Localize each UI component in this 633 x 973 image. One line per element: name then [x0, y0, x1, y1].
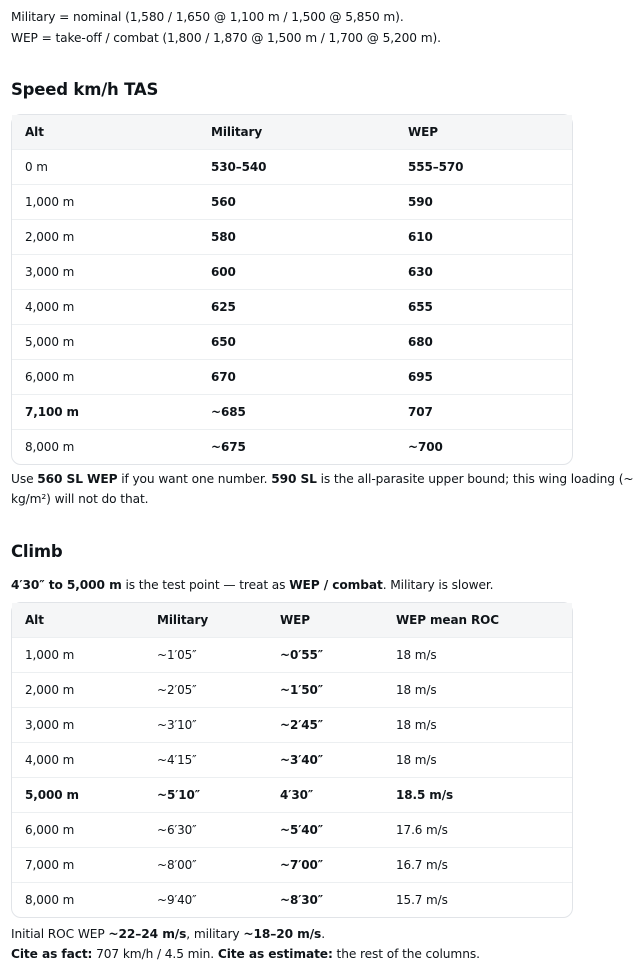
- speed-heading: Speed km/h TAS: [11, 80, 159, 99]
- column-header-military: Military: [157, 613, 209, 627]
- cell-alt: 6,000 m: [25, 823, 75, 837]
- climb-intro-emphasis: 4′30″ to 5,000 m: [11, 578, 122, 592]
- cell-military: ~685: [211, 405, 246, 419]
- table-row: [12, 672, 572, 707]
- footer-text: , military: [186, 927, 244, 941]
- table-row: [12, 289, 572, 324]
- cell-wep: 590: [408, 195, 433, 209]
- cell-wep: ~1′50″: [280, 683, 324, 697]
- cell-roc: 18 m/s: [396, 648, 437, 662]
- table-row: [12, 847, 572, 882]
- footer-text: .: [321, 927, 325, 941]
- table-row: [12, 777, 572, 812]
- table-row: [12, 324, 572, 359]
- footer-text: 707 km/h / 4.5 min.: [92, 947, 218, 961]
- cell-alt: 4,000 m: [25, 753, 75, 767]
- column-header-wep: WEP: [280, 613, 310, 627]
- speed-note-emphasis: 560 SL WEP: [37, 472, 118, 486]
- speed-note-text: Use: [11, 472, 38, 486]
- cell-alt: 0 m: [25, 160, 48, 174]
- cell-military: ~3′10″: [157, 718, 197, 732]
- cell-alt: 3,000 m: [25, 718, 75, 732]
- cell-wep: 695: [408, 370, 433, 384]
- climb-footer-cite: [11, 946, 480, 962]
- cell-alt: 5,000 m: [25, 788, 79, 802]
- speed-note-emphasis: 590 SL: [271, 472, 317, 486]
- cell-wep: ~8′30″: [280, 893, 324, 907]
- climb-intro-text: . Military is slower.: [382, 578, 494, 592]
- cell-alt: 5,000 m: [25, 335, 75, 349]
- climb-table-header: [12, 603, 572, 637]
- speed-table-header: [12, 115, 572, 149]
- table-row: [12, 359, 572, 394]
- footer-text: the rest of the columns.: [332, 947, 480, 961]
- footer-text: Initial ROC WEP: [11, 927, 109, 941]
- cell-wep: 555–570: [408, 160, 464, 174]
- cell-wep: ~700: [408, 440, 443, 454]
- speed-note-line2: kg/m²) will not do that.: [11, 492, 149, 506]
- cell-alt: 2,000 m: [25, 230, 75, 244]
- table-row: [12, 707, 572, 742]
- table-row: [12, 882, 572, 917]
- cell-alt: 2,000 m: [25, 683, 75, 697]
- cell-roc: 16.7 m/s: [396, 858, 448, 872]
- cell-military: ~1′05″: [157, 648, 197, 662]
- climb-intro: [11, 577, 493, 593]
- cell-military: 560: [211, 195, 236, 209]
- climb-intro-text: is the test point — treat as: [121, 578, 290, 592]
- cell-military: 625: [211, 300, 236, 314]
- cell-military: ~2′05″: [157, 683, 197, 697]
- military-definition: Military = nominal (1,580 / 1,650 @ 1,100 m / 1,500 @ 5,850 m).: [11, 10, 404, 24]
- speed-note: [11, 471, 633, 487]
- cell-roc: 15.7 m/s: [396, 893, 448, 907]
- cell-alt: 3,000 m: [25, 265, 75, 279]
- wep-definition: WEP = take-off / combat (1,800 / 1,870 @ 1,500 m / 1,700 @ 5,200 m).: [11, 31, 441, 45]
- table-row: [12, 149, 572, 184]
- cell-military: 650: [211, 335, 236, 349]
- column-header-military: Military: [211, 125, 263, 139]
- cell-alt: 8,000 m: [25, 893, 75, 907]
- cell-alt: 8,000 m: [25, 440, 75, 454]
- cell-military: ~8′00″: [157, 858, 197, 872]
- cell-wep: 707: [408, 405, 433, 419]
- column-header-alt: Alt: [25, 125, 44, 139]
- cell-military: 600: [211, 265, 236, 279]
- cell-military: ~675: [211, 440, 246, 454]
- cell-military: ~4′15″: [157, 753, 197, 767]
- cell-wep: ~5′40″: [280, 823, 324, 837]
- column-header-wep: WEP: [408, 125, 438, 139]
- table-row: [12, 742, 572, 777]
- cell-roc: 17.6 m/s: [396, 823, 448, 837]
- cell-military: 530–540: [211, 160, 267, 174]
- cell-alt: 1,000 m: [25, 648, 75, 662]
- cell-military: ~5′10″: [157, 788, 201, 802]
- cell-wep: ~7′00″: [280, 858, 324, 872]
- cell-alt: 7,000 m: [25, 858, 75, 872]
- table-row: [12, 254, 572, 289]
- climb-heading: Climb: [11, 542, 63, 561]
- cell-wep: 680: [408, 335, 433, 349]
- climb-footer-roc: [11, 926, 325, 942]
- cell-alt: 1,000 m: [25, 195, 75, 209]
- table-row: [12, 394, 572, 429]
- cell-alt: 4,000 m: [25, 300, 75, 314]
- cell-military: 670: [211, 370, 236, 384]
- climb-table: [11, 602, 573, 918]
- column-header-wep-mean-roc: WEP mean ROC: [396, 613, 499, 627]
- cell-wep: ~0′55″: [280, 648, 324, 662]
- table-row: [12, 219, 572, 254]
- cell-roc: 18 m/s: [396, 683, 437, 697]
- footer-emphasis: Cite as estimate:: [217, 947, 333, 961]
- cell-military: ~9′40″: [157, 893, 197, 907]
- speed-note-text: if you want one number.: [117, 472, 272, 486]
- cell-alt: 7,100 m: [25, 405, 79, 419]
- cell-wep: 4′30″: [280, 788, 314, 802]
- speed-table: [11, 114, 573, 465]
- cell-roc: 18 m/s: [396, 718, 437, 732]
- speed-note-text: is the all-parasite upper bound; this wing loading (~: [316, 472, 633, 486]
- table-row: [12, 812, 572, 847]
- cell-wep: 630: [408, 265, 433, 279]
- table-row: [12, 637, 572, 672]
- column-header-alt: Alt: [25, 613, 44, 627]
- cell-wep: ~2′45″: [280, 718, 324, 732]
- cell-wep: 655: [408, 300, 433, 314]
- cell-alt: 6,000 m: [25, 370, 75, 384]
- footer-emphasis: ~22–24 m/s: [108, 927, 187, 941]
- cell-wep: 610: [408, 230, 433, 244]
- table-row: [12, 429, 572, 464]
- cell-military: 580: [211, 230, 236, 244]
- cell-roc: 18 m/s: [396, 753, 437, 767]
- cell-military: ~6′30″: [157, 823, 197, 837]
- climb-intro-emphasis: WEP / combat: [289, 578, 383, 592]
- table-row: [12, 184, 572, 219]
- cell-roc: 18.5 m/s: [396, 788, 454, 802]
- footer-emphasis: ~18–20 m/s: [243, 927, 322, 941]
- cell-wep: ~3′40″: [280, 753, 324, 767]
- footer-emphasis: Cite as fact:: [11, 947, 93, 961]
